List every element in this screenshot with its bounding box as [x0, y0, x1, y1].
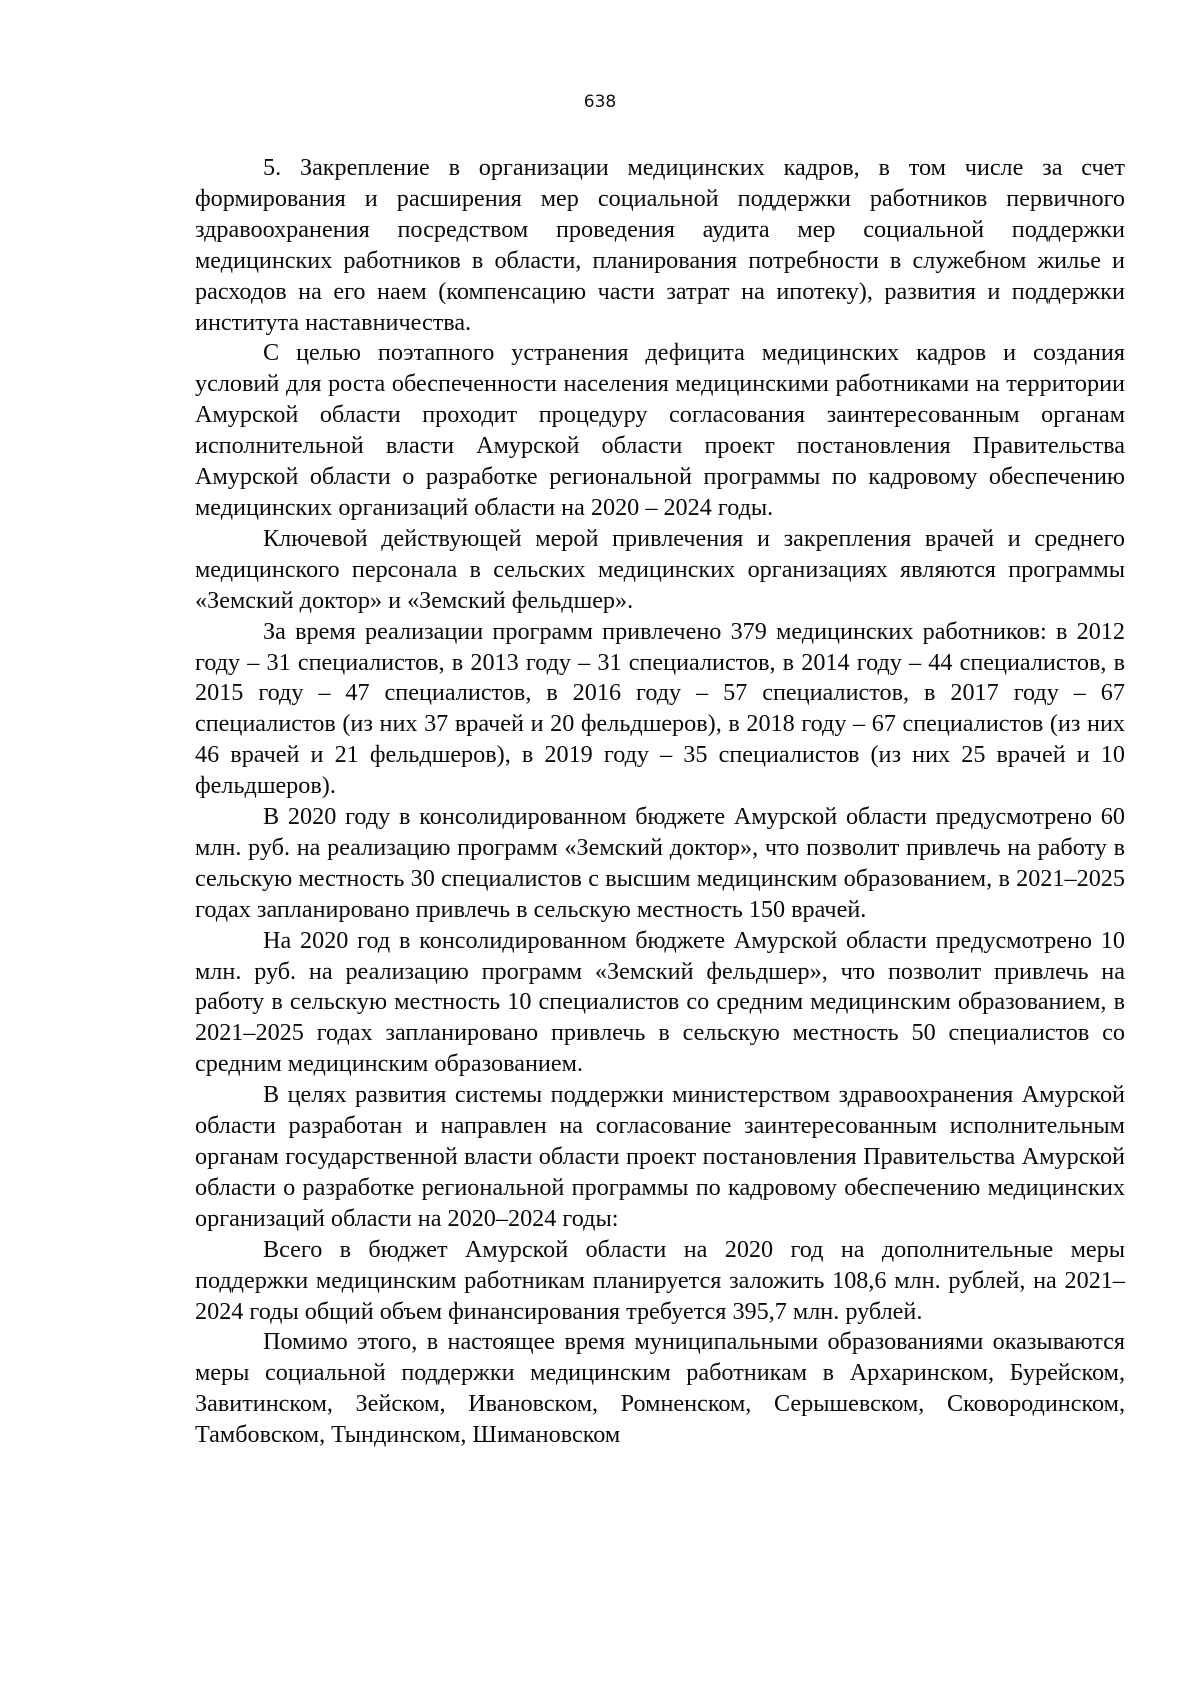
paragraph: 5. Закрепление в организации медицинских кадров, в том числе за счет формирования и расширения мер социальной поддержки работников первичного здравоохранения посредством проведения аудита мер социальной поддержки медицинских работников в области, планирования потребности в служебном жилье и расходов на его наем (компенсацию части затрат на ипотеку), развития и поддержки института наставничества.	[195, 154, 1125, 336]
paragraph: Помимо этого, в настоящее время муниципальными образованиями оказываются меры социальной поддержки медицинским работникам в Архаринском, Бурейском, Завитинском, Зейском, Ивановском, Ромненском, Серышевском, Сковородинском, Тамбовском, Тындинском, Шимановском	[195, 1328, 1125, 1449]
page-number: 638	[583, 92, 617, 112]
paragraph: Ключевой действующей мерой привлечения и закрепления врачей и среднего медицинского персонала в сельских медицинских организациях являются программы «Земский доктор» и «Земский фельдшер».	[195, 524, 1125, 614]
paragraph: За время реализации программ привлечено 379 медицинских работников: в 2012 году – 31 специалистов, в 2013 году – 31 специалистов, в 2014 году – 44 специалистов, в 2015 году – 47 специалистов, в 2016 году – 57 специалистов, в 2017 году – 67 специалистов (из них 37 врачей и 20 фельдшеров), в 2018 году – 67 специалистов (из них 46 врачей и 21 фельдшеров), в 2019 году – 35 специалистов (из них 25 врачей и 10 фельдшеров).	[195, 617, 1125, 800]
paragraph: В целях развития системы поддержки министерством здравоохранения Амурской области разработан и направлен на согласование заинтересованным исполнительным органам государственной власти области проект постановления Правительства Амурской области о разработке региональной программы по кадровому обеспечению медицинских организаций области на 2020–2024 годы:	[195, 1081, 1125, 1232]
paragraph: С целью поэтапного устранения дефицита медицинских кадров и создания условий для роста обеспеченности населения медицинскими работниками на территории Амурской области проходит процедуру согласования заинтересованным органам исполнительной власти Амурской области проект постановления Правительства Амурской области о разработке региональной программы по кадровому обеспечению медицинских организаций области на 2020 – 2024 годы.	[195, 339, 1125, 521]
paragraph: Всего в бюджет Амурской области на 2020 год на дополнительные меры поддержки медицинским работникам планируется заложить 108,6 млн. рублей, на 2021–2024 годы общий объем финансирования требуется 395,7 млн. рублей.	[195, 1235, 1125, 1325]
paragraph: В 2020 году в консолидированном бюджете Амурской области предусмотрено 60 млн. руб. на реализацию программ «Земский доктор», что позволит привлечь на работу в сельскую местность 30 специалистов с высшим медицинским образованием, в 2021–2025 годах запланировано привлечь в сельскую местность 150 врачей.	[195, 803, 1125, 923]
paragraph: На 2020 год в консолидированном бюджете Амурской области предусмотрено 10 млн. руб. на реализацию программ «Земский фельдшер», что позволит привлечь на работу в сельскую местность 10 специалистов со средним медицинским образованием, в 2021–2025 годах запланировано привлечь в сельскую местность 50 специалистов со средним медицинским образованием.	[195, 926, 1125, 1078]
document-body	[195, 153, 1125, 1451]
